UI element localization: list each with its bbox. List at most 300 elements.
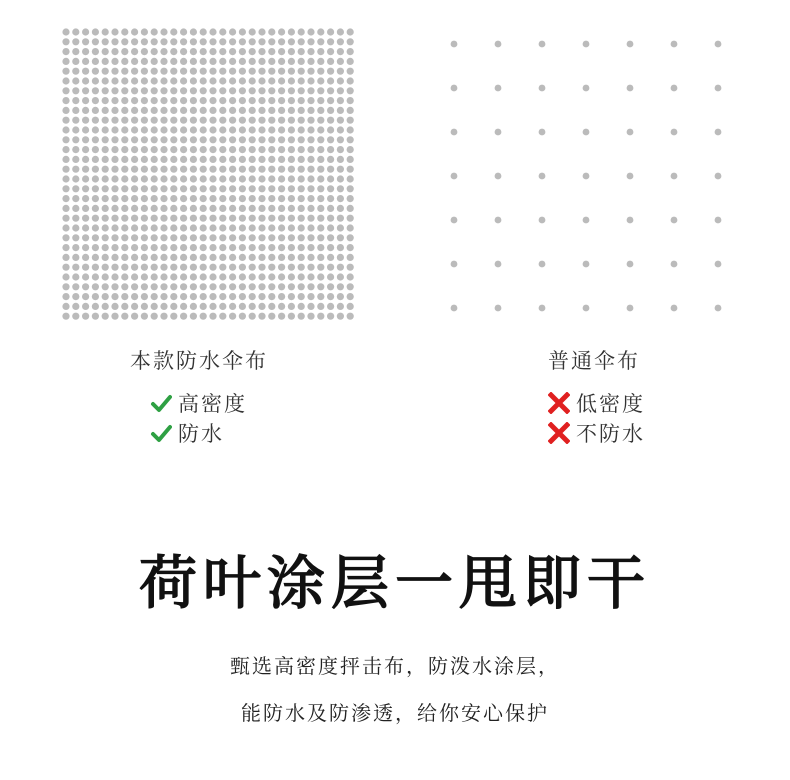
fabric-dot	[337, 185, 344, 192]
fabric-dot	[317, 205, 324, 212]
fabric-dot	[671, 129, 678, 136]
fabric-dot	[258, 215, 265, 222]
fabric-dot	[72, 303, 79, 310]
fabric-dot	[131, 185, 138, 192]
fabric-dot	[170, 215, 177, 222]
fabric-dot	[209, 283, 216, 290]
fabric-dot	[111, 313, 118, 320]
fabric-dot	[82, 126, 89, 133]
fabric-dot	[72, 117, 79, 124]
fabric-dot	[72, 38, 79, 45]
fabric-dot	[151, 126, 158, 133]
fabric-dot	[219, 87, 226, 94]
fabric-dot	[278, 244, 285, 251]
fabric-dot	[209, 195, 216, 202]
fabric-dot	[298, 185, 305, 192]
fabric-dot	[347, 215, 354, 222]
fabric-dot	[160, 136, 167, 143]
fabric-dot	[200, 234, 207, 241]
fabric-dot	[121, 303, 128, 310]
fabric-dot	[92, 136, 99, 143]
fabric-dot	[229, 97, 236, 104]
fabric-dot	[190, 313, 197, 320]
fabric-dot	[327, 117, 334, 124]
fabric-dot	[180, 234, 187, 241]
fabric-dot	[337, 244, 344, 251]
fabric-dot	[121, 146, 128, 153]
fabric-dot	[62, 224, 69, 231]
cross-icon	[548, 392, 570, 414]
fabric-dot	[209, 146, 216, 153]
fabric-dot	[317, 293, 324, 300]
fabric-dot	[102, 234, 109, 241]
fabric-dot	[131, 126, 138, 133]
fabric-dot	[258, 58, 265, 65]
fabric-dot	[258, 87, 265, 94]
fabric-dot	[268, 303, 275, 310]
fabric-dot	[495, 85, 502, 92]
fabric-dot	[298, 166, 305, 173]
fabric-dot	[229, 166, 236, 173]
fabric-dot	[229, 58, 236, 65]
fabric-dot	[62, 293, 69, 300]
fabric-dot	[62, 97, 69, 104]
fabric-dot	[249, 77, 256, 84]
fabric-dot	[317, 166, 324, 173]
fabric-dot	[307, 205, 314, 212]
fabric-dot	[160, 156, 167, 163]
fabric-dot	[539, 305, 546, 312]
fabric-dot	[82, 146, 89, 153]
fabric-dot	[337, 97, 344, 104]
fabric-dot	[229, 126, 236, 133]
fabric-dot	[72, 215, 79, 222]
fabric-dot	[102, 224, 109, 231]
fabric-dot	[219, 195, 226, 202]
fabric-dot	[209, 38, 216, 45]
fabric-dot	[337, 283, 344, 290]
fabric-dot	[451, 217, 458, 224]
fabric-dot	[278, 205, 285, 212]
fabric-dot	[62, 68, 69, 75]
fabric-dot	[278, 38, 285, 45]
fabric-dot	[347, 97, 354, 104]
fabric-dot	[170, 38, 177, 45]
fabric-dot	[671, 41, 678, 48]
fabric-dot	[180, 58, 187, 65]
fabric-dot	[268, 38, 275, 45]
fabric-dot	[239, 293, 246, 300]
fabric-dot	[72, 166, 79, 173]
fabric-dot	[121, 48, 128, 55]
fabric-dot	[62, 77, 69, 84]
fabric-dot	[170, 48, 177, 55]
fabric-dot	[102, 175, 109, 182]
fabric-dot	[327, 293, 334, 300]
fabric-dot	[258, 38, 265, 45]
fabric-dot	[347, 313, 354, 320]
feature-high-density	[150, 388, 247, 418]
fabric-dot	[121, 68, 128, 75]
fabric-dot	[111, 205, 118, 212]
fabric-dot	[102, 87, 109, 94]
fabric-dot	[258, 185, 265, 192]
fabric-dot	[347, 195, 354, 202]
fabric-dot	[170, 87, 177, 94]
fabric-dot	[239, 107, 246, 114]
fabric-dot	[160, 58, 167, 65]
fabric-dot	[317, 68, 324, 75]
fabric-dot	[200, 205, 207, 212]
fabric-dot	[92, 244, 99, 251]
fabric-dot	[258, 244, 265, 251]
fabric-dot	[160, 313, 167, 320]
fabric-dot	[239, 38, 246, 45]
fabric-dot	[317, 175, 324, 182]
fabric-dot	[151, 156, 158, 163]
fabric-dot	[327, 156, 334, 163]
fabric-dot	[249, 244, 256, 251]
fabric-dot	[121, 166, 128, 173]
fabric-dot	[160, 146, 167, 153]
fabric-dot	[131, 283, 138, 290]
fabric-dot	[92, 293, 99, 300]
headline: 荷叶涂层一甩即干	[138, 549, 651, 617]
fabric-dot	[131, 273, 138, 280]
fabric-dot	[72, 254, 79, 261]
fabric-dot	[219, 264, 226, 271]
fabric-dot	[102, 58, 109, 65]
fabric-dot	[268, 126, 275, 133]
fabric-dot	[62, 48, 69, 55]
fabric-dot	[180, 117, 187, 124]
fabric-dot	[317, 303, 324, 310]
fabric-dot	[229, 224, 236, 231]
fabric-dot	[72, 97, 79, 104]
fabric-dot	[327, 313, 334, 320]
fabric-dot	[131, 87, 138, 94]
fabric-dot	[347, 28, 354, 35]
fabric-dot	[347, 68, 354, 75]
fabric-dot	[131, 146, 138, 153]
fabric-dot	[298, 38, 305, 45]
fabric-dot	[219, 156, 226, 163]
fabric-dot	[160, 185, 167, 192]
fabric-dot	[317, 87, 324, 94]
fabric-dot	[190, 244, 197, 251]
fabric-dot	[200, 254, 207, 261]
fabric-dot	[288, 273, 295, 280]
fabric-dot	[62, 156, 69, 163]
fabric-dot	[121, 136, 128, 143]
fabric-dot	[258, 283, 265, 290]
fabric-dot	[317, 195, 324, 202]
fabric-dot	[160, 224, 167, 231]
fabric-dot	[347, 126, 354, 133]
fabric-dot	[268, 117, 275, 124]
fabric-dot	[180, 195, 187, 202]
fabric-dot	[170, 205, 177, 212]
fabric-dot	[190, 58, 197, 65]
fabric-dot	[121, 273, 128, 280]
fabric-dot	[288, 234, 295, 241]
fabric-dot	[347, 38, 354, 45]
left-caption: 本款防水伞布	[130, 349, 268, 373]
fabric-dot	[627, 129, 634, 136]
fabric-dot	[307, 48, 314, 55]
fabric-dot	[102, 146, 109, 153]
fabric-dot	[258, 77, 265, 84]
fabric-dot	[82, 136, 89, 143]
fabric-dot	[160, 48, 167, 55]
fabric-dot	[62, 146, 69, 153]
fabric-dot	[627, 41, 634, 48]
fabric-dot	[317, 38, 324, 45]
fabric-dot	[337, 38, 344, 45]
fabric-dot	[268, 107, 275, 114]
fabric-dot	[102, 185, 109, 192]
fabric-dot	[209, 156, 216, 163]
fabric-dot	[72, 264, 79, 271]
fabric-dot	[200, 126, 207, 133]
fabric-dot	[229, 175, 236, 182]
fabric-dot	[62, 205, 69, 212]
fabric-dot	[298, 293, 305, 300]
fabric-dot	[180, 136, 187, 143]
fabric-dot	[209, 136, 216, 143]
fabric-dot	[268, 87, 275, 94]
fabric-dot	[121, 313, 128, 320]
fabric-dot	[268, 48, 275, 55]
fabric-dot	[258, 303, 265, 310]
fabric-dot	[268, 205, 275, 212]
fabric-dot	[268, 156, 275, 163]
fabric-dot	[298, 234, 305, 241]
fabric-dot	[92, 234, 99, 241]
fabric-dot	[317, 283, 324, 290]
fabric-dot	[249, 146, 256, 153]
fabric-dot	[111, 303, 118, 310]
fabric-dot	[102, 38, 109, 45]
fabric-dot	[82, 166, 89, 173]
fabric-dot	[151, 48, 158, 55]
fabric-dot	[268, 234, 275, 241]
fabric-dot	[92, 254, 99, 261]
fabric-dot	[160, 97, 167, 104]
fabric-dot	[288, 68, 295, 75]
fabric-dot	[307, 97, 314, 104]
fabric-dot	[102, 68, 109, 75]
fabric-dot	[298, 195, 305, 202]
fabric-dot	[307, 234, 314, 241]
fabric-dot	[219, 58, 226, 65]
fabric-dot	[111, 185, 118, 192]
fabric-dot	[219, 205, 226, 212]
fabric-dot	[209, 77, 216, 84]
fabric-dot	[249, 195, 256, 202]
fabric-dot	[72, 146, 79, 153]
fabric-dot	[249, 28, 256, 35]
fabric-dot	[209, 303, 216, 310]
fabric-dot	[239, 254, 246, 261]
fabric-dot	[288, 224, 295, 231]
fabric-dot	[278, 303, 285, 310]
fabric-dot	[102, 28, 109, 35]
fabric-dot	[298, 97, 305, 104]
fabric-dot	[180, 254, 187, 261]
fabric-dot	[239, 77, 246, 84]
fabric-dot	[62, 87, 69, 94]
fabric-dot	[671, 173, 678, 180]
fabric-dot	[337, 273, 344, 280]
fabric-dot	[141, 205, 148, 212]
fabric-dot	[82, 224, 89, 231]
fabric-dot	[249, 254, 256, 261]
fabric-dot	[190, 283, 197, 290]
fabric-dot	[307, 185, 314, 192]
fabric-dot	[278, 107, 285, 114]
fabric-dot	[627, 261, 634, 268]
fabric-dot	[583, 217, 590, 224]
fabric-dot	[170, 185, 177, 192]
fabric-dot	[200, 136, 207, 143]
fabric-dot	[298, 107, 305, 114]
fabric-dot	[307, 264, 314, 271]
fabric-dot	[249, 126, 256, 133]
fabric-dot	[151, 195, 158, 202]
fabric-dot	[298, 313, 305, 320]
fabric-dot	[288, 215, 295, 222]
fabric-dot	[92, 117, 99, 124]
fabric-dot	[288, 313, 295, 320]
fabric-dot	[249, 48, 256, 55]
fabric-dot	[92, 77, 99, 84]
fabric-dot	[317, 273, 324, 280]
fabric-dot	[92, 303, 99, 310]
fabric-dot	[92, 175, 99, 182]
fabric-dot	[239, 156, 246, 163]
fabric-dot	[337, 58, 344, 65]
fabric-dot	[180, 224, 187, 231]
fabric-dot	[141, 68, 148, 75]
fabric-dot	[583, 41, 590, 48]
fabric-dot	[219, 48, 226, 55]
fabric-dot	[583, 305, 590, 312]
fabric-dot	[180, 97, 187, 104]
fabric-dot	[327, 48, 334, 55]
fabric-dot	[219, 146, 226, 153]
fabric-dot	[180, 185, 187, 192]
fabric-dot	[200, 293, 207, 300]
fabric-dot	[249, 87, 256, 94]
fabric-dot	[268, 244, 275, 251]
fabric-dot	[111, 97, 118, 104]
fabric-dot	[160, 87, 167, 94]
fabric-dot	[219, 136, 226, 143]
fabric-dot	[307, 136, 314, 143]
fabric-dot	[268, 224, 275, 231]
fabric-dot	[327, 68, 334, 75]
fabric-dot	[121, 117, 128, 124]
fabric-dot	[219, 293, 226, 300]
fabric-dot	[121, 107, 128, 114]
fabric-dot	[327, 28, 334, 35]
fabric-dot	[337, 234, 344, 241]
fabric-dot	[180, 313, 187, 320]
fabric-dot	[62, 195, 69, 202]
fabric-dot	[141, 58, 148, 65]
fabric-dot	[190, 146, 197, 153]
fabric-dot	[495, 173, 502, 180]
fabric-dot	[111, 254, 118, 261]
fabric-dot	[92, 185, 99, 192]
fabric-dot	[72, 126, 79, 133]
fabric-dot	[82, 87, 89, 94]
fabric-dot	[190, 205, 197, 212]
fabric-dot	[141, 244, 148, 251]
fabric-dot	[337, 68, 344, 75]
fabric-dot	[92, 48, 99, 55]
fabric-dot	[141, 195, 148, 202]
fabric-dot	[337, 166, 344, 173]
fabric-dot	[102, 107, 109, 114]
fabric-dot	[111, 77, 118, 84]
fabric-dot	[347, 264, 354, 271]
fabric-dot	[268, 293, 275, 300]
fabric-dot	[200, 175, 207, 182]
fabric-dot	[151, 87, 158, 94]
fabric-dot	[200, 283, 207, 290]
fabric-dot	[229, 87, 236, 94]
fabric-dot	[160, 254, 167, 261]
fabric-dot	[671, 85, 678, 92]
fabric-dot	[141, 97, 148, 104]
fabric-dot	[82, 28, 89, 35]
fabric-dot	[141, 215, 148, 222]
fabric-dot	[239, 87, 246, 94]
fabric-dot	[151, 77, 158, 84]
fabric-dot	[258, 146, 265, 153]
fabric-dot	[219, 166, 226, 173]
fabric-dot	[131, 215, 138, 222]
fabric-dot	[180, 293, 187, 300]
fabric-dot	[92, 195, 99, 202]
fabric-dot	[209, 185, 216, 192]
fabric-dot	[72, 136, 79, 143]
fabric-dot	[347, 146, 354, 153]
fabric-dot	[307, 38, 314, 45]
fabric-dot	[200, 117, 207, 124]
fabric-dot	[92, 146, 99, 153]
fabric-dot	[347, 234, 354, 241]
fabric-dot	[229, 244, 236, 251]
fabric-dot	[715, 217, 722, 224]
fabric-dot	[268, 313, 275, 320]
fabric-dot	[715, 85, 722, 92]
fabric-dot	[160, 215, 167, 222]
fabric-dot	[180, 38, 187, 45]
fabric-dot	[180, 28, 187, 35]
fabric-dot	[239, 283, 246, 290]
fabric-dot	[278, 175, 285, 182]
fabric-dot	[170, 117, 177, 124]
fabric-dot	[170, 107, 177, 114]
fabric-dot	[288, 126, 295, 133]
fabric-dot	[451, 85, 458, 92]
fabric-dot	[268, 254, 275, 261]
fabric-dot	[111, 215, 118, 222]
fabric-dot	[307, 58, 314, 65]
